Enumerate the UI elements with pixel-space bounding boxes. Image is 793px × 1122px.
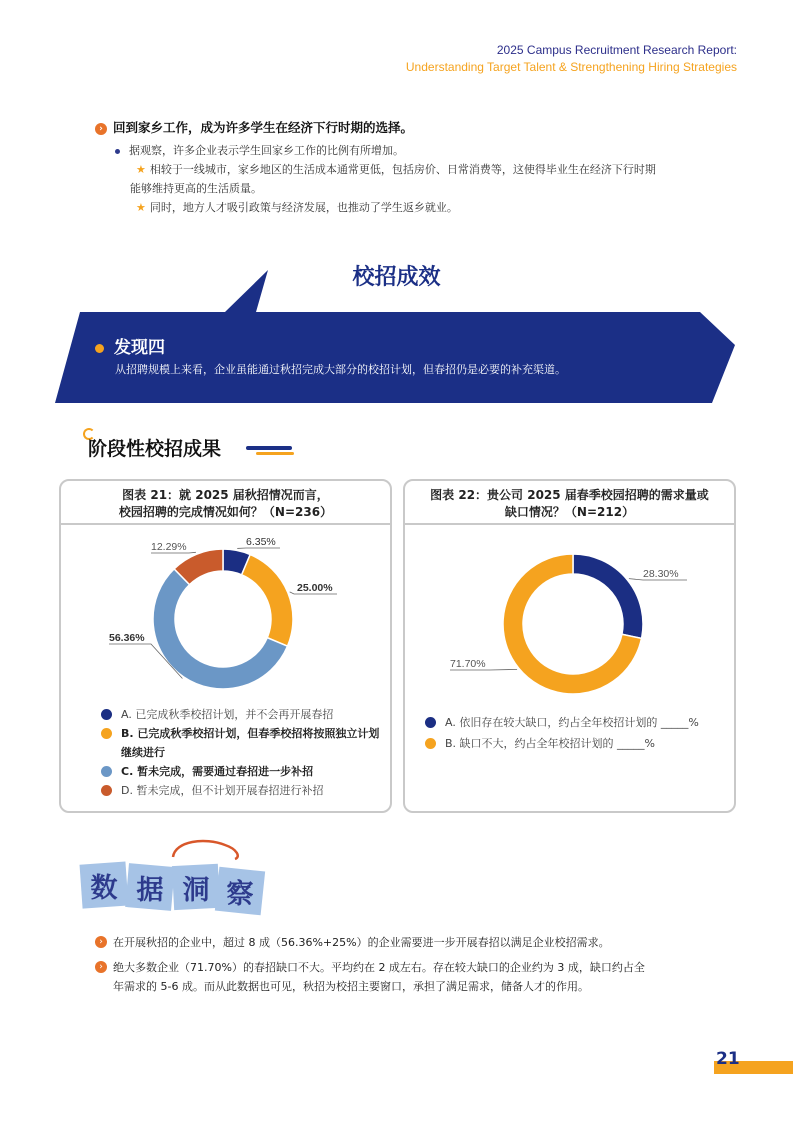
- insight-char: 洞: [182, 875, 210, 906]
- intro-heading: [95, 118, 413, 136]
- finding-text: 从招聘规模上来看，企业虽能通过秋招完成大部分的校招计划，但春招仍是必要的补充渠道。: [115, 363, 566, 376]
- insight-char: 数: [90, 873, 118, 904]
- legend-swatch: [425, 717, 436, 728]
- intro-sub2: [136, 199, 458, 217]
- legend-label: C. 暂未完成，需要通过春招进一步补招: [121, 765, 314, 778]
- data-label: 71.70%: [450, 658, 486, 670]
- section-title: 阶段性校招成果: [88, 438, 222, 460]
- intro-heading-text: 回到家乡工作，成为许多学生在经济下行时期的选择。: [113, 120, 414, 135]
- star-icon: ★: [136, 163, 146, 176]
- chevron-right-icon: ›: [95, 961, 107, 973]
- finding-title-text: 发现四: [114, 338, 165, 358]
- title-underline: [246, 446, 292, 450]
- legend-label: A. 依旧存在较大缺口，约占全年校招计划的 _____%: [445, 716, 699, 729]
- legend-label: D. 暂未完成，但不计划开展春招进行补招: [121, 784, 324, 797]
- insight-item-2-line2: 年需求的 5-6 成。而从此数据也可见，秋招为校招主要窗口，承担了满足需求，储备人才的作用。: [113, 980, 589, 993]
- insight-item-1-text: 在开展秋招的企业中，超过 8 成（56.36%+25%）的企业需要进一步开展春招以满足企业校招需求。: [113, 936, 610, 949]
- intro-sub2-text: 同时，地方人才吸引政策与经济发展，也推动了学生返乡就业。: [149, 201, 458, 214]
- data-label: 12.29%: [151, 541, 187, 553]
- legend-label: A. 已完成秋季校招计划，并不会再开展春招: [121, 708, 334, 721]
- header-title-line2: Understanding Target Talent & Strengthening Hiring Strategies: [405, 60, 737, 74]
- data-label: 56.36%: [109, 632, 145, 644]
- legend-swatch: [101, 785, 112, 796]
- chevron-right-icon: ›: [95, 123, 107, 135]
- donut-chart-21: [61, 531, 390, 716]
- data-label: 25.00%: [297, 582, 333, 594]
- legend-item: [101, 724, 381, 762]
- data-label: 6.35%: [246, 536, 276, 548]
- page-number: 21: [716, 1049, 740, 1069]
- chart-legend: [101, 705, 381, 800]
- chart-title: [405, 487, 734, 521]
- bullet-dot-icon: [95, 344, 104, 353]
- legend-swatch: [101, 766, 112, 777]
- insight-item-2-line1: 绝大多数企业（71.70%）的春招缺口不大。平均约在 2 成左右。存在较大缺口的企业约为 3 成，缺口约占全: [113, 961, 645, 974]
- intro-sub1-line1-text: 相较于一线城市，家乡地区的生活成本通常更低，包括房价、日常消费等，这使得毕业生在经济下行时期: [149, 163, 656, 176]
- insight-item-1: [95, 933, 715, 952]
- report-header: [406, 42, 737, 76]
- legend-label: B. 已完成秋季校招计划，但春季校招将按照独立计划继续进行: [121, 727, 380, 759]
- legend-item: [425, 734, 730, 753]
- bullet-dot-icon: [115, 149, 120, 154]
- star-icon: ★: [136, 201, 146, 214]
- legend-label: B. 缺口不大，约占全年校招计划的 _____%: [445, 737, 655, 750]
- legend-swatch: [101, 728, 112, 739]
- chart-title: [61, 487, 390, 521]
- chart-title-line2: 缺口情况？（N=212）: [504, 505, 635, 519]
- legend-swatch: [425, 738, 436, 749]
- data-label: 28.30%: [643, 568, 679, 580]
- banner-title: 校招成效: [352, 265, 441, 290]
- card-divider: [405, 523, 734, 525]
- legend-item: [101, 762, 381, 781]
- insight-char: 据: [136, 875, 164, 906]
- chart-title-line1: 图表 21：就 2025 届秋招情况而言，: [122, 488, 329, 502]
- insight-char: 察: [226, 879, 254, 910]
- legend-swatch: [101, 709, 112, 720]
- intro-point: [115, 142, 404, 160]
- donut-slice: [242, 554, 293, 646]
- intro-sub1-line2: 能够维持更高的生活质量。: [130, 182, 262, 195]
- intro-point-text: 据观察，许多企业表示学生回家乡工作的比例有所增加。: [129, 144, 404, 157]
- intro-sub1-line1: [136, 161, 656, 179]
- legend-item: [101, 705, 381, 724]
- chart-legend: [425, 713, 730, 753]
- title-underline-accent: [256, 452, 294, 455]
- legend-item: [101, 781, 381, 800]
- finding-title: [95, 333, 165, 358]
- chart-title-line2: 校园招聘的完成情况如何？（N=236）: [118, 505, 333, 519]
- donut-slice: [573, 554, 643, 638]
- insight-item-2: [95, 958, 715, 996]
- chart-title-line1: 图表 22：贵公司 2025 届春季校园招聘的需求量或: [430, 488, 709, 502]
- chart-card-21: [59, 479, 392, 813]
- insight-badge: [75, 835, 275, 925]
- legend-item: [425, 713, 730, 732]
- chart-card-22: [403, 479, 736, 813]
- donut-chart-22: [405, 539, 734, 719]
- chevron-right-icon: ›: [95, 936, 107, 948]
- header-title-line1: 2025 Campus Recruitment Research Report:: [496, 43, 737, 57]
- card-divider: [61, 523, 390, 525]
